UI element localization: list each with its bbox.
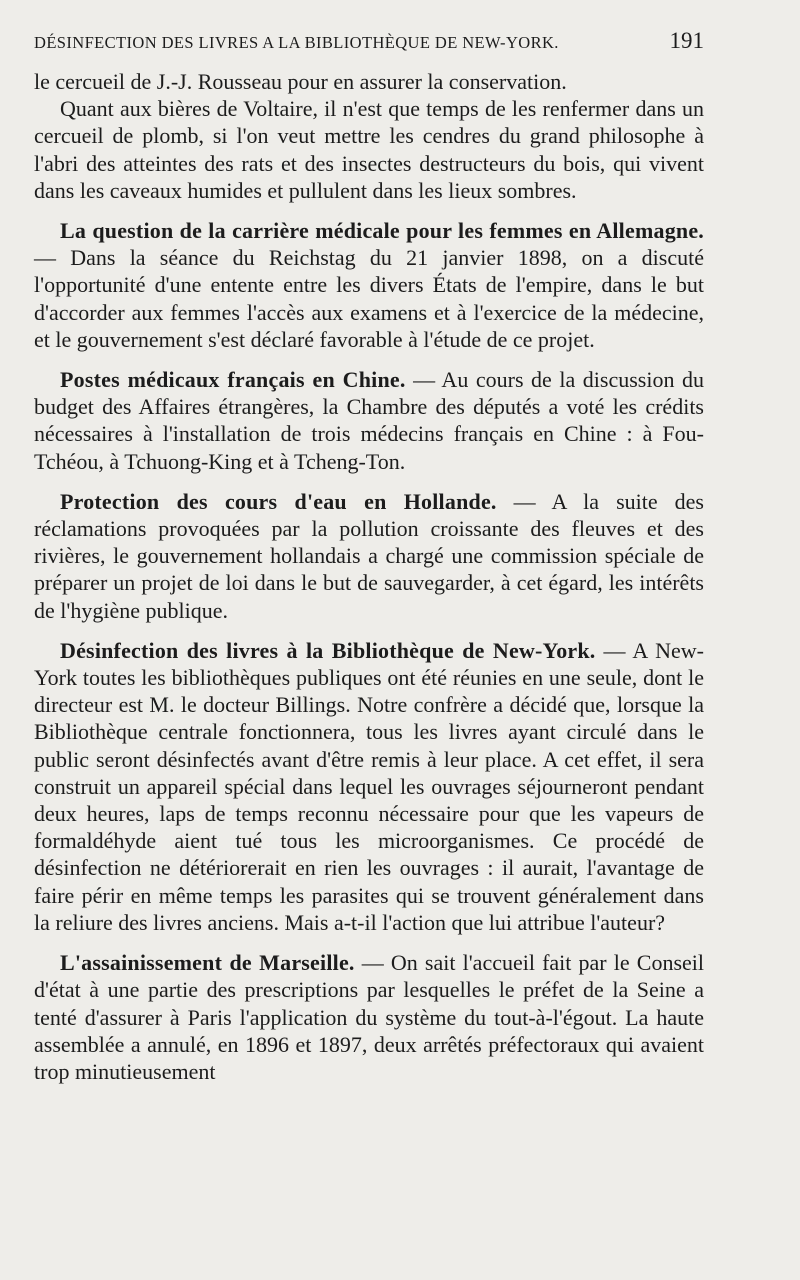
paragraph-continuation: le cercueil de J.-J. Rousseau pour en assurer la conservation.	[34, 69, 567, 94]
article-title: La question de la carrière médicale pour les femmes en Allemagne.	[60, 218, 704, 244]
page-body	[34, 68, 704, 1085]
article-text: — Dans la séance du Reichstag du 21 janvier 1898, on a discuté l'opportunité d'une entente entre les divers États de l'empire, dans le but d'accorder aux femmes l'accès aux examens et à l'exercice de la médecine, et le gouvernement s'est déclaré favorable à l'étude de ce projet.	[34, 245, 704, 352]
article-newyork-library	[34, 637, 704, 936]
page-number: 191	[669, 28, 704, 53]
article-marseille	[34, 949, 704, 1085]
article-text: — A New-York toutes les bibliothèques publiques ont été réunies en une seule, dont le directeur est M. le docteur Billings. Notre confrère a décidé que, lorsque la Bibliothèque centrale fonctionnera, tous les livres ayant circulé dans le public seront désinfectés avant d'être remis à leur place. A cet effet, il sera construit un appareil spécial dans lequel les ouvrages séjourneront pendant deux heures, laps de temps reconnu nécessaire pour que les vapeurs de formaldéhyde aient tué tous les microorganismes. Ce procédé de désinfection ne détériorerait en rien les ouvrages : il aurait, l'avantage de faire périr en même temps les parasites qui se trouvent généralement dans la reliure des livres anciens. Mais a-t-il l'action que lui attribue l'auteur?	[34, 637, 704, 935]
article-china-posts	[34, 366, 704, 475]
article-text: — On sait l'accueil fait par le Conseil d'état à une partie des prescriptions par lesquelles le préfet de la Seine a tenté d'assurer à Paris l'application du système du tout-à-l'égout. La haute assemblée a annulé, en 1896 et 1897, deux arrêtés préfectoraux qui avaient trop minutieusement	[34, 950, 704, 1084]
article-text: — Au cours de la discussion du budget des Affaires étrangères, la Chambre des députés a voté les crédits nécessaires à l'installation de trois médecins français en Chine : à Fou-Tchéou, à Tchuong-King et à Tcheng-Ton.	[34, 367, 704, 474]
article-title: Désinfection des livres à la Bibliothèque de New-York.	[60, 637, 596, 663]
page-header	[34, 28, 704, 54]
running-head: DÉSINFECTION DES LIVRES A LA BIBLIOTHÈQUE DE NEW-YORK.	[34, 33, 559, 52]
article-title: Protection des cours d'eau en Hollande.	[60, 488, 497, 514]
article-text: — A la suite des réclamations provoquées par la pollution croissante des fleuves et des rivières, le gouvernement hollandais a chargé une commission spéciale de préparer un projet de loi dans le but de sauvegarder, à cet égard, les intérêts de l'hygiène publique.	[34, 488, 704, 623]
article-title: L'assainissement de Marseille.	[60, 950, 355, 976]
article-title: Postes médicaux français en Chine.	[60, 367, 406, 393]
article-holland-waterways	[34, 488, 704, 624]
paragraph-voltaire: Quant aux bières de Voltaire, il n'est que temps de les renfermer dans un cercueil de plomb, si l'on veut mettre les cendres du grand philosophe à l'abri des atteintes des rats et des insectes destructeurs du bois, qui vivent dans les caveaux humides et pullulent dans les lieux sombres.	[34, 96, 704, 203]
article-women-medicine	[34, 217, 704, 353]
